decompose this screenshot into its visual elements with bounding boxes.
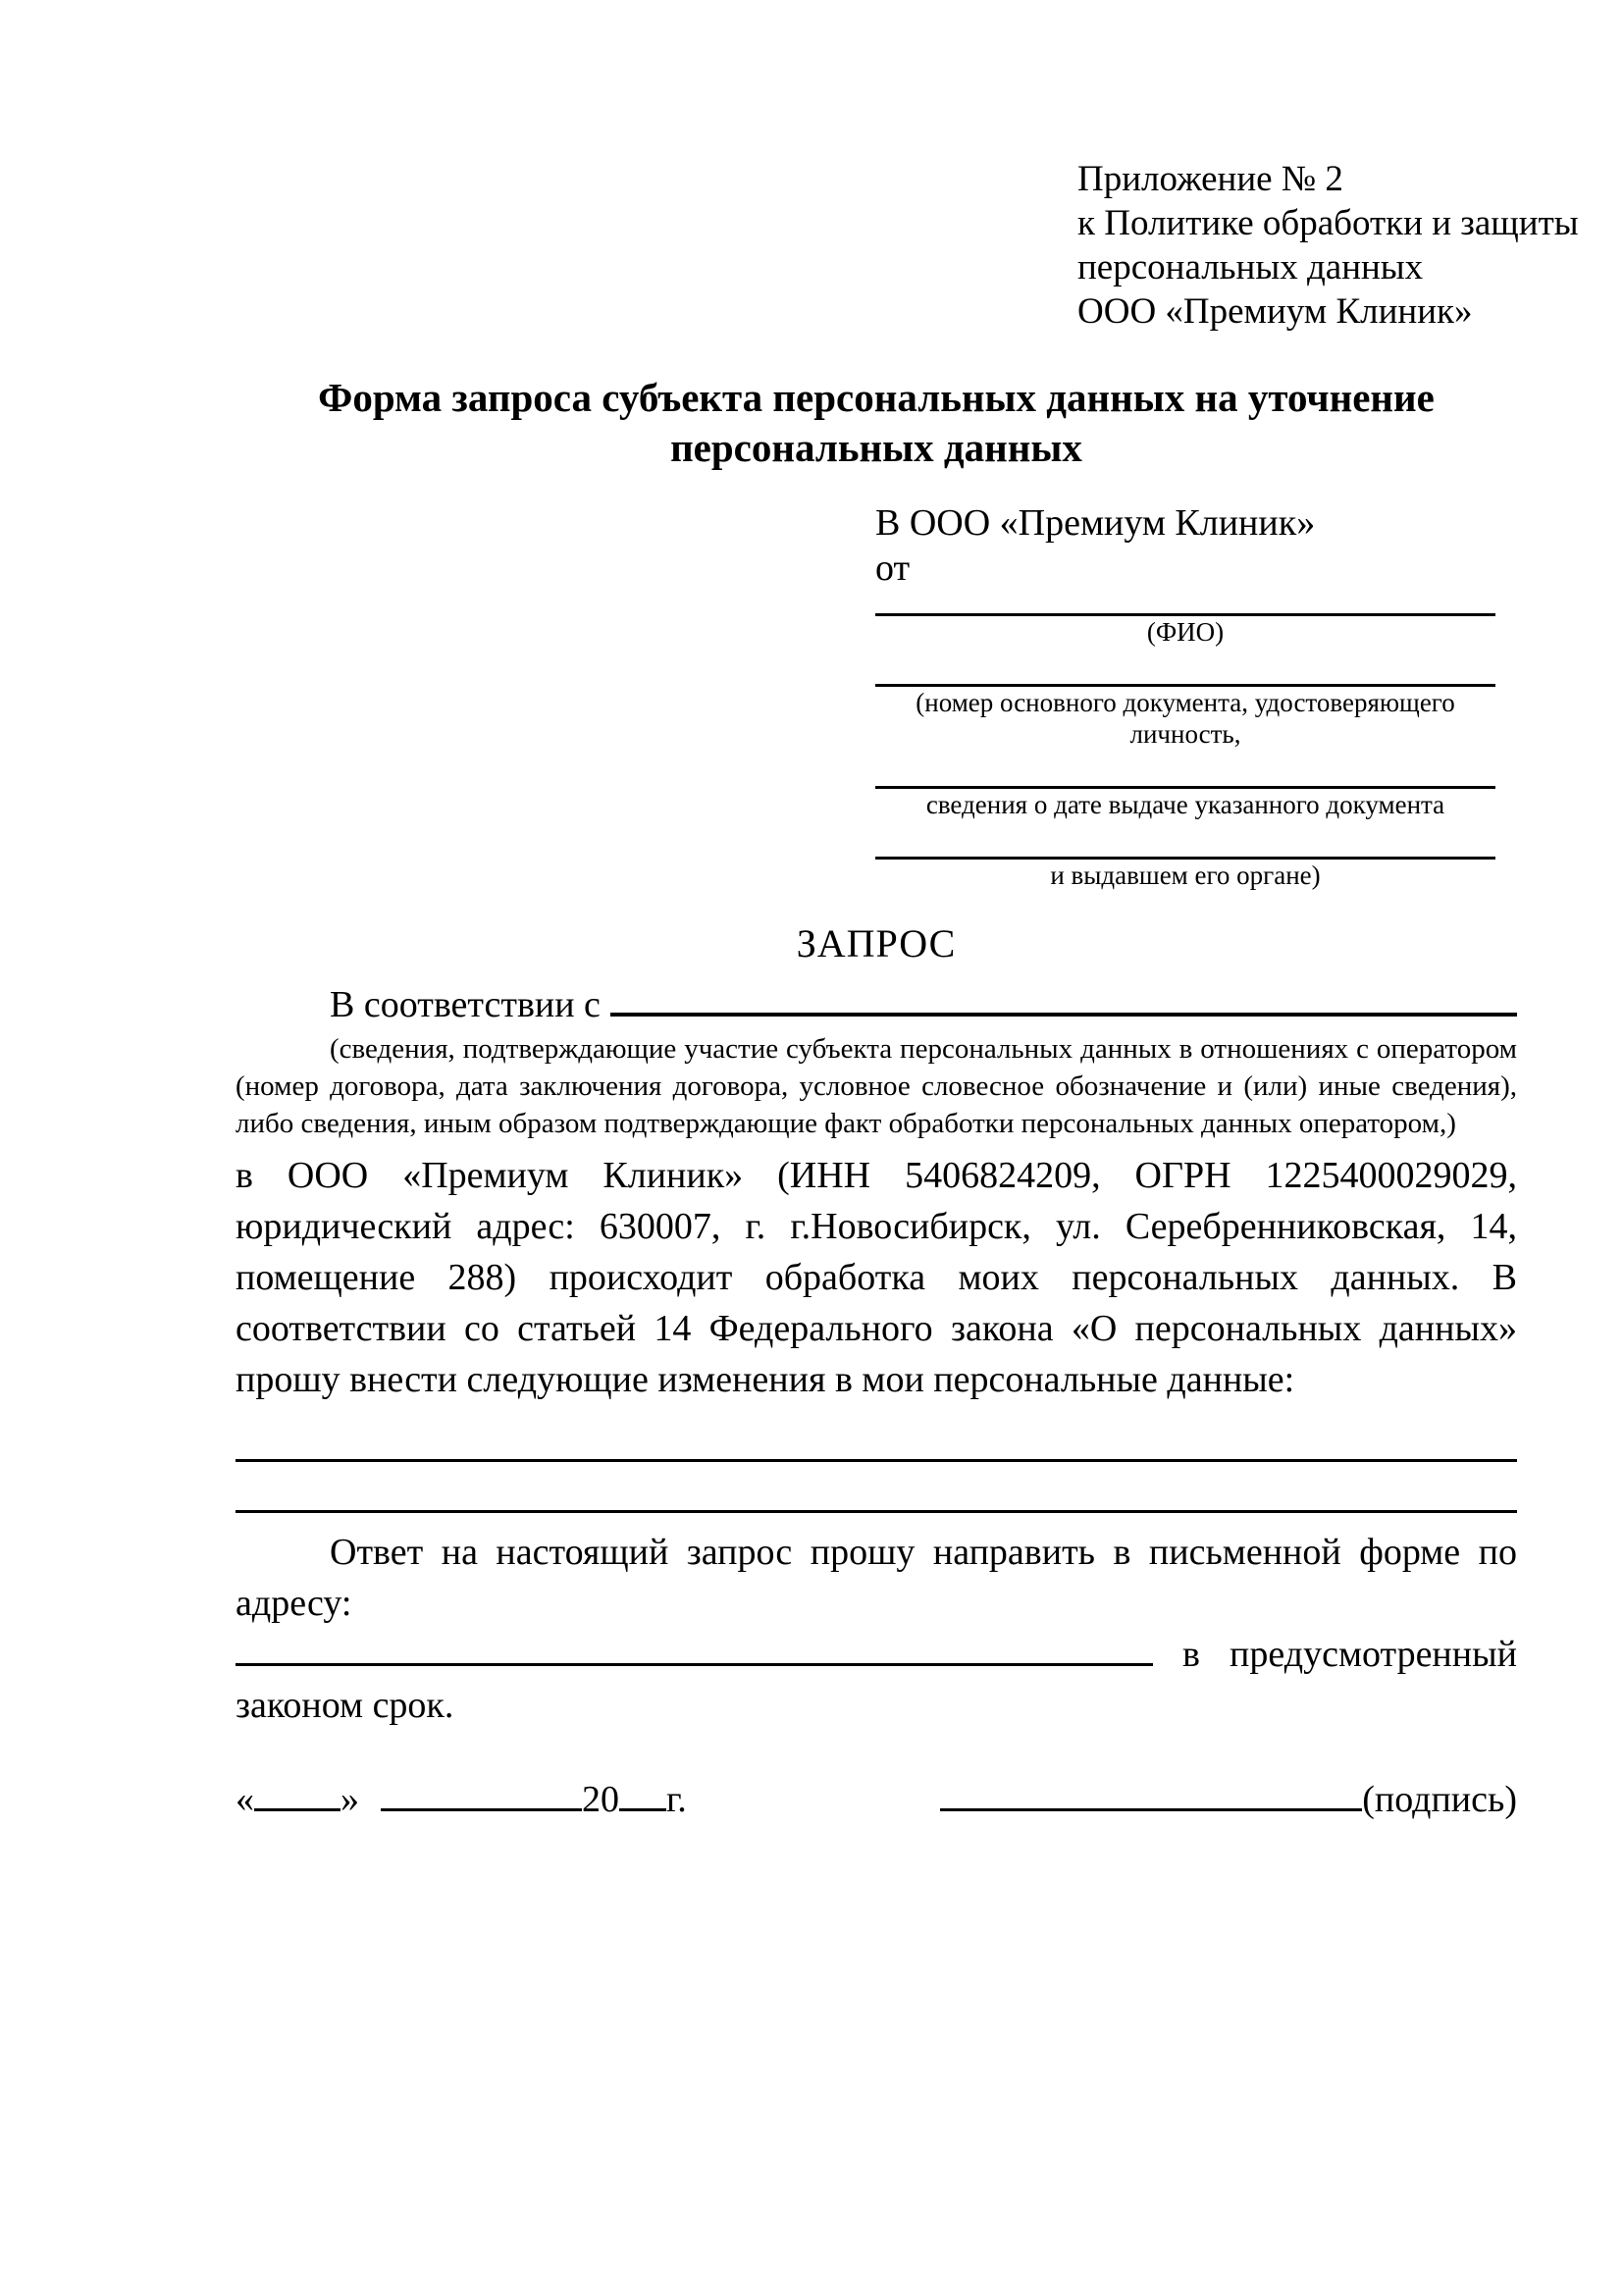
addressee-from: от	[875, 548, 911, 589]
request-heading: ЗАПРОС	[796, 921, 957, 965]
date-signature-row	[236, 1774, 1517, 1825]
date-year-blank	[619, 1782, 666, 1811]
doc-issuer-field	[875, 834, 1495, 891]
changes-blank-line-1	[236, 1411, 1517, 1462]
doc-issuer-blank-line	[875, 834, 1495, 860]
date-close-quote: »	[340, 1779, 359, 1820]
addressee-to: В ООО «Премиум Клиник»	[875, 502, 1316, 544]
doc-number-blank-line	[875, 661, 1495, 687]
reply-word-v: в	[1182, 1634, 1200, 1675]
doc-number-caption: (номер основного документа, удостоверяющего личность,	[916, 688, 1455, 749]
fio-caption: (ФИО)	[1146, 617, 1225, 647]
doc-issuer-caption: и выдавшем его органе)	[1050, 861, 1321, 890]
doc-issue-date-field	[875, 763, 1495, 820]
appendix-header	[1077, 157, 1579, 334]
date-day-blank	[254, 1782, 340, 1811]
doc-issue-date-caption: сведения о дате выдаче указанного документа	[925, 790, 1445, 819]
accordance-prefix: В соответствии с	[330, 984, 601, 1025]
doc-issue-date-blank-line	[875, 763, 1495, 789]
signature-line	[940, 1774, 1517, 1825]
fio-field	[875, 591, 1495, 648]
accordance-note: (сведения, подтверждающие участие субъекта персональных данных в отношениях с оператором (номер договора, дата заключения договора, условное словесное обозначение и (или) иные сведения), либо сведения, иным образом подтверждающие факт обработки персональных данных оператором,)	[236, 1033, 1517, 1139]
header-line-appendix-number: Приложение № 2	[1077, 159, 1343, 199]
date-month-blank	[381, 1782, 582, 1811]
document-title: Форма запроса субъекта персональных данных на уточнение персональных данных	[318, 375, 1435, 470]
header-line-personal-data: персональных данных	[1077, 247, 1424, 287]
accordance-blank-line	[610, 987, 1517, 1017]
doc-number-field	[875, 661, 1495, 750]
changes-blank-line-2	[236, 1462, 1517, 1513]
body-paragraph: в ООО «Премиум Клиник» (ИНН 5406824209, ОГРН 1225400029029, юридический адрес: 630007, г. г.Новосибирск, ул. Серебренниковская, 14, помещение 288) происходит обработка моих персональных данных. В соответствии со статьей 14 Федерального закона «О персональных данных» прошу внести следующие изменения в мои персональные данные:	[236, 1155, 1517, 1400]
reply-line-1: Ответ на настоящий запрос прошу направить в письменной форме по адресу:	[236, 1532, 1517, 1624]
fio-blank-line	[875, 591, 1495, 616]
signature-blank-line	[940, 1782, 1362, 1811]
header-line-company: ООО «Премиум Клиник»	[1077, 291, 1473, 332]
reply-address-blank-line	[236, 1637, 1153, 1666]
reply-line-3: законом срок.	[236, 1685, 454, 1726]
date-year-suffix: г.	[666, 1779, 687, 1820]
signature-caption: (подпись)	[1362, 1779, 1517, 1820]
reply-address-row	[236, 1629, 1517, 1680]
header-line-policy: к Политике обработки и защиты	[1077, 203, 1579, 243]
reply-paragraph	[236, 1527, 1517, 1731]
addressee-block	[875, 500, 1495, 891]
date-year-prefix: 20	[582, 1779, 619, 1820]
reply-word-predusmotrenny: предусмотренный	[1230, 1634, 1517, 1675]
date-line	[236, 1774, 687, 1825]
accordance-line	[236, 979, 1517, 1030]
date-open-quote: «	[236, 1779, 254, 1820]
